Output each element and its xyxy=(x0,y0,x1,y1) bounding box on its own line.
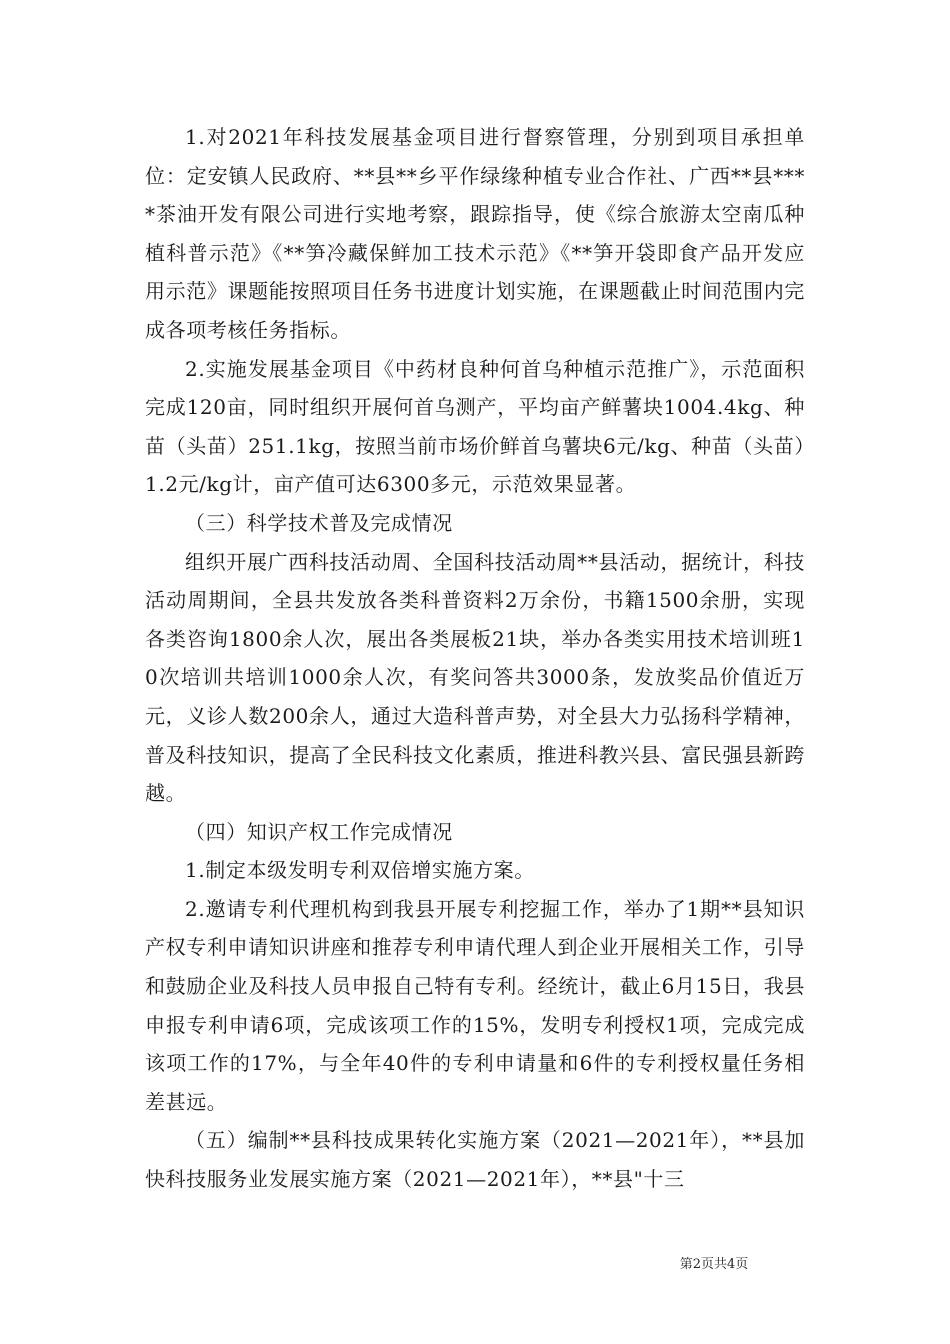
paragraph-patent-mining: 2.邀请专利代理机构到我县开展专利挖掘工作，举办了1期**县知识产权专利申请知识讲座和推荐专利申请代理人到企业开展相关工作，引导和鼓励企业及科技人员申报自己特有专利。经统计，截止6月15日，我县申报专利申请6项，完成该项工作的15%，发明专利授权1项，完成完成该项工作的17%，与全年40件的专利申请量和6件的专利授权量任务相差甚远。 xyxy=(145,896,805,1114)
paragraph-science-week: 组织开展广西科技活动周、全国科技活动周**县活动，据统计，科技活动周期间，全县共发放各类科普资料2万余份，书籍1500余册，实现各类咨询1800余人次，展出各类展板21块，举办各类实用技术培训班10次培训共培训1000余人次，有奖问答共3000条，发放奖品价值近万元，义诊人数200余人，通过大造科普声势，对全县大力弘扬科学精神，普及科技知识，提高了全民科技文化素质，推进科教兴县、富民强县新跨越。 xyxy=(145,549,805,806)
document-body xyxy=(145,118,805,1199)
paragraph-heshouwu-demo: 2.实施发展基金项目《中药材良种何首乌种植示范推广》，示范面积完成120亩，同时组织开展何首乌测产，平均亩产鲜薯块1004.4kg、种苗（头苗）251.1kg，按照当前市场价鲜首乌薯块6元/kg、种苗（头苗）1.2元/kg计，亩产值可达6300多元，示范效果显著。 xyxy=(145,356,805,497)
section-heading-intellectual-property: （四）知识产权工作完成情况 xyxy=(185,819,453,844)
page-number: 第2页共4页 xyxy=(679,1257,749,1272)
paragraph-supervision: 1.对2021年科技发展基金项目进行督察管理，分别到项目承担单位：定安镇人民政府、**县**乡平作绿缘种植专业合作社、广西**县****茶油开发有限公司进行实地考察，跟踪指导，使《综合旅游太空南瓜种植科普示范》《**笋冷藏保鲜加工技术示范》《**笋开袋即食产品开发应用示范》课题能按照项目任务书进度计划实施，在课题截止时间范围内完成各项考核任务指标。 xyxy=(145,125,805,342)
paragraph-patent-plan: 1.制定本级发明专利双倍增实施方案。 xyxy=(185,858,535,883)
paragraph-implementation-plans: （五）编制**县科技成果转化实施方案（2021—2021年），**县加快科技服务业发展实施方案（2021—2021年），**县"十三 xyxy=(145,1128,805,1192)
section-heading-science-popularization: （三）科学技术普及完成情况 xyxy=(185,510,453,535)
